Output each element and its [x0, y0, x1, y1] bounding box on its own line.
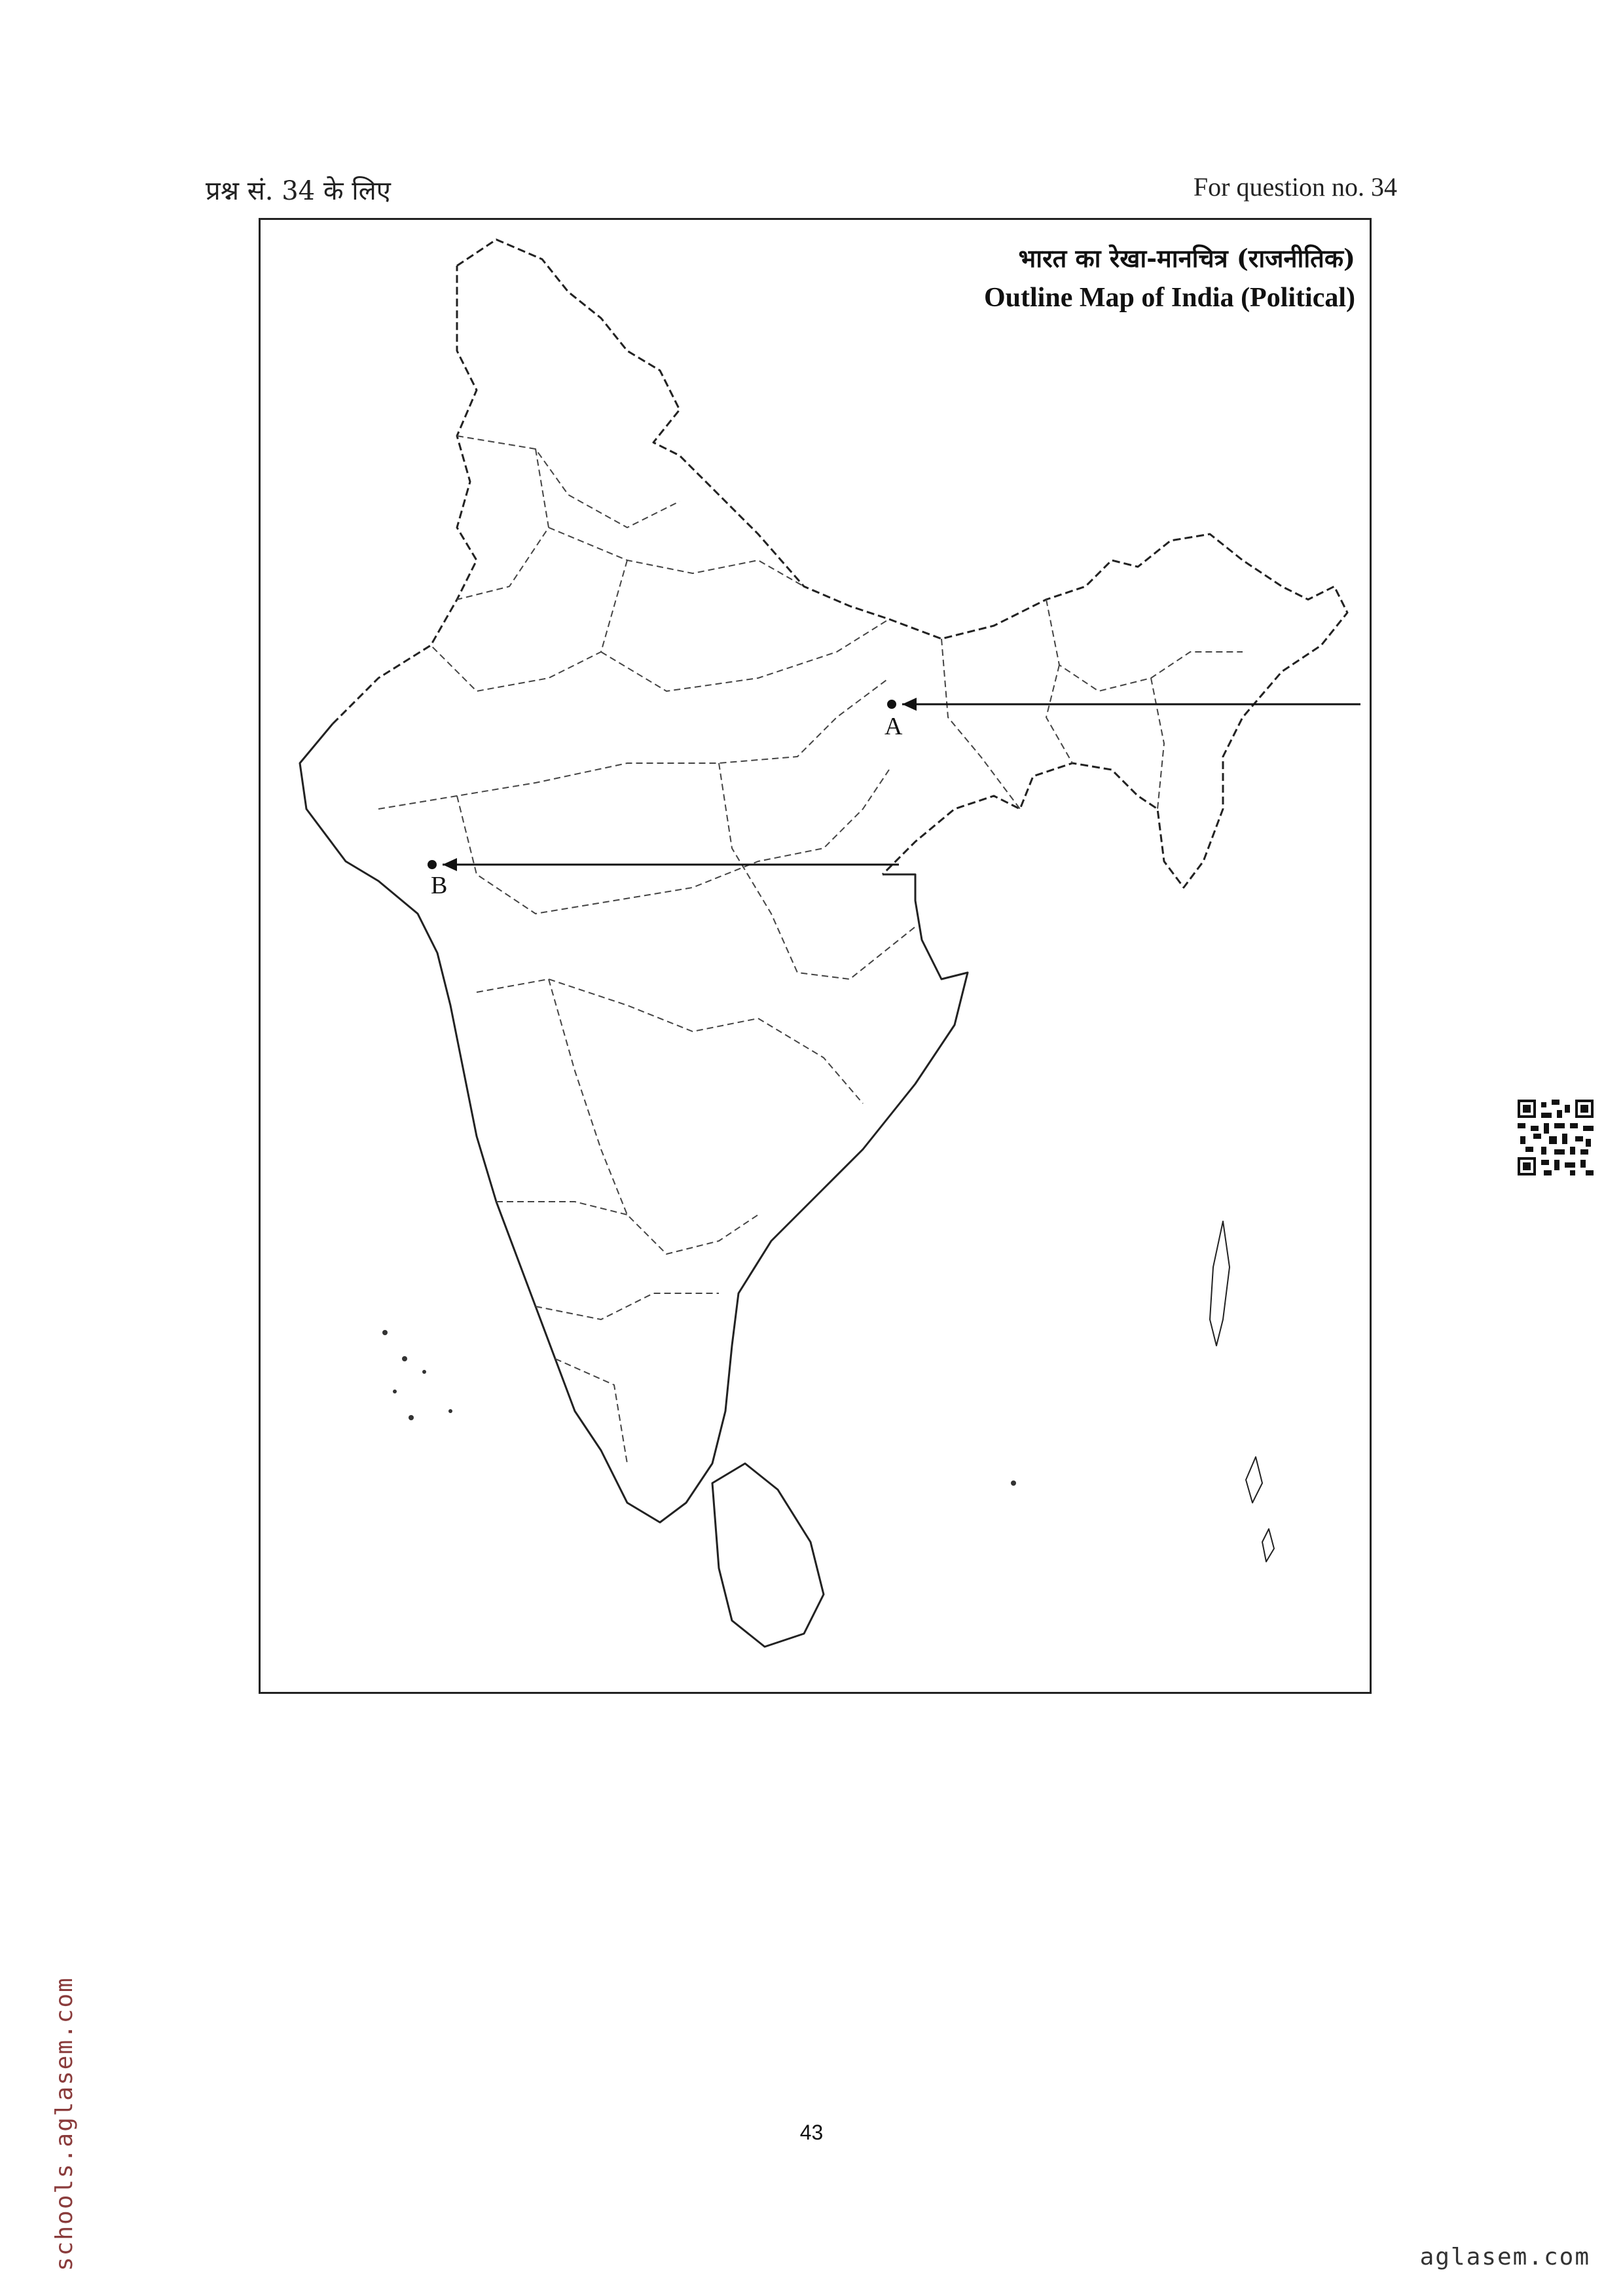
india-outline-map [261, 220, 1372, 1694]
side-watermark: schools.aglasem.com [51, 1977, 78, 2271]
page-number: 43 [799, 2121, 824, 2144]
marker-b [428, 858, 899, 871]
map-frame [259, 218, 1372, 1694]
bottom-watermark: aglasem.com [1419, 2244, 1590, 2270]
marker-b-label: B [431, 872, 448, 899]
marker-a [887, 698, 1360, 711]
map-title-hindi: भारत का रेखा-मानचित्र (राजनीतिक) [1018, 243, 1355, 273]
marker-a-label: A [884, 713, 903, 740]
india-border [333, 240, 1347, 888]
sri-lanka-outline [712, 1463, 824, 1647]
qr-code-icon [1518, 1100, 1594, 1175]
question-reference-hindi: प्रश्न सं. 34 के लिए [206, 176, 391, 206]
question-reference-english: For question no. 34 [1193, 172, 1397, 202]
map-title-english: Outline Map of India (Political) [984, 283, 1355, 313]
india-coastline [300, 724, 968, 1522]
